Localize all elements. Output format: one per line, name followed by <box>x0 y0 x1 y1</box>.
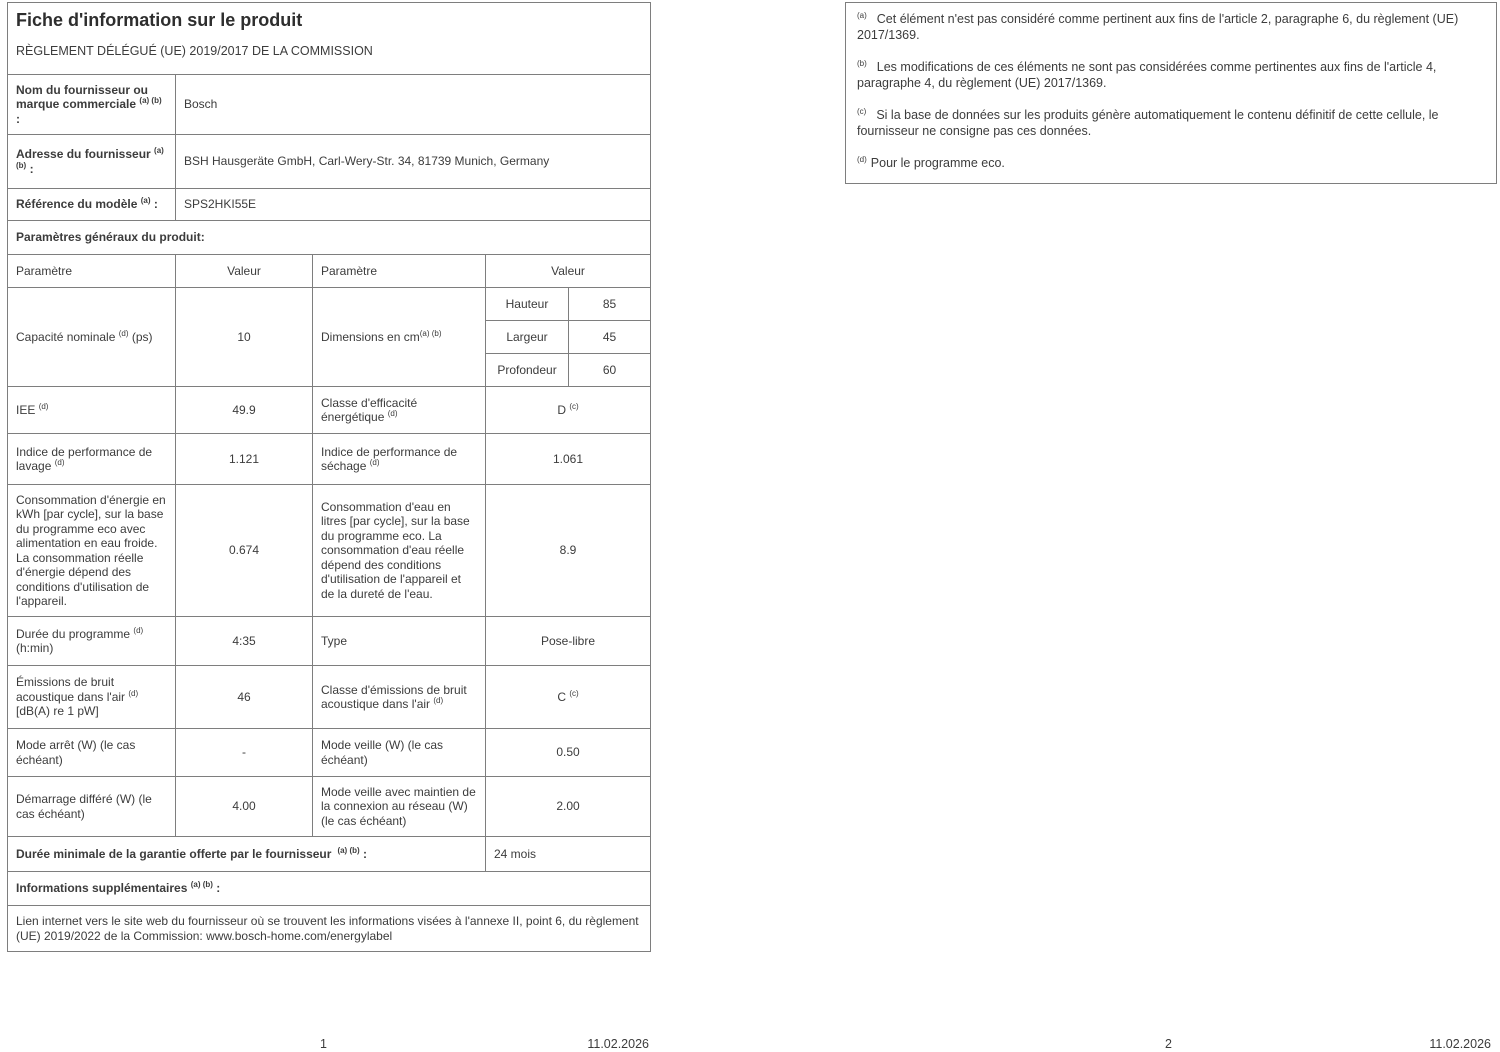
guarantee-label <box>8 837 486 872</box>
dimension-name-height: Hauteur <box>486 288 569 321</box>
footnote-ref: (c) <box>569 401 579 411</box>
param-value-wash-index: 1.121 <box>176 434 313 485</box>
footnote-ref: (d) <box>433 696 444 705</box>
param-label-delayed-start: Démarrage différé (W) (le cas échéant) <box>8 777 176 837</box>
footnote-marker-c: (c) <box>857 106 867 116</box>
param-value-noise-emissions: 46 <box>176 666 313 729</box>
param-label-water-consumption: Consommation d'eau en litres [par cycle], sur la base du programme eco. La consommation d'eau réelle dépend des conditions d'utilisation de l'appareil et de la dureté de l'eau. <box>313 485 486 617</box>
additional-info-label <box>8 872 651 906</box>
label-colon: : <box>29 161 34 176</box>
column-header-parameter-2: Paramètre <box>313 255 486 288</box>
footnote-a <box>857 12 1485 43</box>
label-unit: (ps) <box>131 329 153 344</box>
label-unit: [dB(A) re 1 pW] <box>16 704 99 719</box>
label-text: Émissions de bruit acoustique dans l'air <box>16 675 126 704</box>
general-parameters-section-title: Paramètres généraux du produit: <box>8 221 651 255</box>
param-label-capacity <box>8 288 176 387</box>
footnote-d <box>857 156 1485 172</box>
param-label-dimensions <box>313 288 486 387</box>
param-label-off-mode: Mode arrêt (W) (le cas échéant) <box>8 729 176 777</box>
label-text: Capacité nominale <box>16 329 116 344</box>
footnote-ref: (a) (b) <box>16 146 164 170</box>
footnote-text-a: Cet élément n'est pas considéré comme pertinent aux fins de l'article 2, paragraphe 6, du règlement (UE) 2017/1369. <box>857 12 1459 42</box>
page2-footer-page-number: 2 <box>1165 1037 1172 1051</box>
label-colon: : <box>153 197 158 212</box>
label-colon: : <box>363 846 367 861</box>
footnote-ref: (d) <box>369 458 380 467</box>
supplier-name-label <box>8 75 176 135</box>
value-text: D <box>557 402 566 417</box>
param-label-energy-consumption: Consommation d'énergie en kWh [par cycle], sur la base du programme eco avec alimentation en eau froide. La consommation réelle d'énergie dépend des conditions d'utilisation de l'appareil. <box>8 485 176 617</box>
footnote-marker-a: (a) <box>857 10 867 20</box>
footnote-ref: (d) <box>54 458 65 467</box>
guarantee-value: 24 mois <box>486 837 651 872</box>
param-value-type: Pose-libre <box>486 617 651 666</box>
supplier-address-value: BSH Hausgeräte GmbH, Carl-Wery-Str. 34, 81739 Munich, Germany <box>176 135 651 189</box>
column-header-value-2: Valeur <box>486 255 651 288</box>
label-text: IEE <box>16 402 36 417</box>
dimension-name-width: Largeur <box>486 321 569 354</box>
label-text: Classe d'efficacité énergétique <box>321 395 418 424</box>
footnote-text-d: Pour le programme eco. <box>870 156 1005 170</box>
page2-footer-date: 11.02.2026 <box>1429 1037 1491 1051</box>
label-text: Indice de performance de séchage <box>321 444 458 473</box>
param-value-noise-class <box>486 666 651 729</box>
footnote-ref: (d) <box>128 688 139 698</box>
page1-footer-date: 11.02.2026 <box>587 1037 649 1051</box>
param-label-wash-index <box>8 434 176 485</box>
product-fiche-table <box>7 2 651 952</box>
footnote-ref: (a) (b) <box>337 845 360 855</box>
param-label-energy-class <box>313 387 486 434</box>
param-value-program-duration: 4:35 <box>176 617 313 666</box>
param-label-type: Type <box>313 617 486 666</box>
supplier-address-label <box>8 135 176 189</box>
footnote-ref: (c) <box>569 688 579 698</box>
supplier-name-value: Bosch <box>176 75 651 135</box>
param-label-iee <box>8 387 176 434</box>
param-label-networked-standby: Mode veille avec maintien de la connexion au réseau (W) (le cas échéant) <box>313 777 486 837</box>
label-text: Dimensions en cm <box>321 329 420 344</box>
param-value-delayed-start: 4.00 <box>176 777 313 837</box>
label-text: Référence du modèle <box>16 197 138 212</box>
footnotes-box <box>845 2 1497 184</box>
document-header-cell <box>8 3 651 75</box>
supplier-website-link-text: Lien internet vers le site web du fournisseur où se trouvent les informations visées à l'annexe II, point 6, du règlement (UE) 2019/2022 de la Commission: www.bosch-home.com/energylabel <box>8 906 651 952</box>
column-header-value-1: Valeur <box>176 255 313 288</box>
footnote-text-c: Si la base de données sur les produits génère automatiquement le contenu définitif de cette cellule, le fournisseur ne consigne pas ces données. <box>857 108 1439 138</box>
footnote-marker-b: (b) <box>857 58 867 68</box>
footnote-ref: (a) <box>140 196 151 206</box>
param-value-energy-class <box>486 387 651 434</box>
value-text: C <box>557 689 566 704</box>
label-text: Classe d'émissions de bruit acoustique dans l'air <box>321 682 467 711</box>
regulation-subtitle: RÈGLEMENT DÉLÉGUÉ (UE) 2019/2017 DE LA COMMISSION <box>16 43 373 58</box>
footnote-c <box>857 108 1485 139</box>
label-text: Durée minimale de la garantie offerte par le fournisseur <box>16 846 332 861</box>
page-title: Fiche d'information sur le produit <box>16 10 303 30</box>
footnote-marker-d: (d) <box>857 154 867 164</box>
dimension-value-depth: 60 <box>569 354 651 387</box>
footnote-ref: (d) <box>133 625 144 635</box>
footnote-b <box>857 60 1485 91</box>
param-value-networked-standby: 2.00 <box>486 777 651 837</box>
page1-footer-page-number: 1 <box>320 1037 327 1051</box>
param-value-off-mode: - <box>176 729 313 777</box>
model-reference-label <box>8 189 176 221</box>
param-value-energy-consumption: 0.674 <box>176 485 313 617</box>
label-text: Informations supplémentaires <box>16 881 188 896</box>
dimension-name-depth: Profondeur <box>486 354 569 387</box>
param-value-standby-mode: 0.50 <box>486 729 651 777</box>
param-label-standby-mode: Mode veille (W) (le cas échéant) <box>313 729 486 777</box>
model-reference-value: SPS2HKI55E <box>176 189 651 221</box>
footnote-ref: (d) <box>387 409 398 418</box>
label-colon: : <box>216 881 221 896</box>
footnote-ref: (d) <box>38 401 49 411</box>
footnote-text-b: Les modifications de ces éléments ne sont pas considérées comme pertinentes aux fins de l'article 4, paragraphe 4, du règlement (UE) 2017/1369. <box>857 60 1437 90</box>
param-label-noise-class <box>313 666 486 729</box>
param-value-dry-index: 1.061 <box>486 434 651 485</box>
label-text: Nom du fournisseur ou marque commerciale <box>16 82 148 112</box>
label-text: Indice de performance de lavage <box>16 444 153 473</box>
footnote-ref: (a) (b) <box>419 328 442 338</box>
param-value-capacity: 10 <box>176 288 313 387</box>
footnote-ref: (a) (b) <box>139 96 162 106</box>
footnote-ref: (a) (b) <box>190 880 213 890</box>
label-unit: (h:min) <box>16 641 54 655</box>
label-text: Durée du programme <box>16 626 131 641</box>
dimension-value-height: 85 <box>569 288 651 321</box>
param-label-noise-emissions <box>8 666 176 729</box>
param-label-dry-index <box>313 434 486 485</box>
column-header-parameter-1: Paramètre <box>8 255 176 288</box>
dimension-value-width: 45 <box>569 321 651 354</box>
param-value-iee: 49.9 <box>176 387 313 434</box>
label-text: Adresse du fournisseur <box>16 147 151 161</box>
param-value-water-consumption: 8.9 <box>486 485 651 617</box>
label-colon: : <box>16 111 20 126</box>
param-label-program-duration <box>8 617 176 666</box>
footnote-ref: (d) <box>118 328 129 338</box>
